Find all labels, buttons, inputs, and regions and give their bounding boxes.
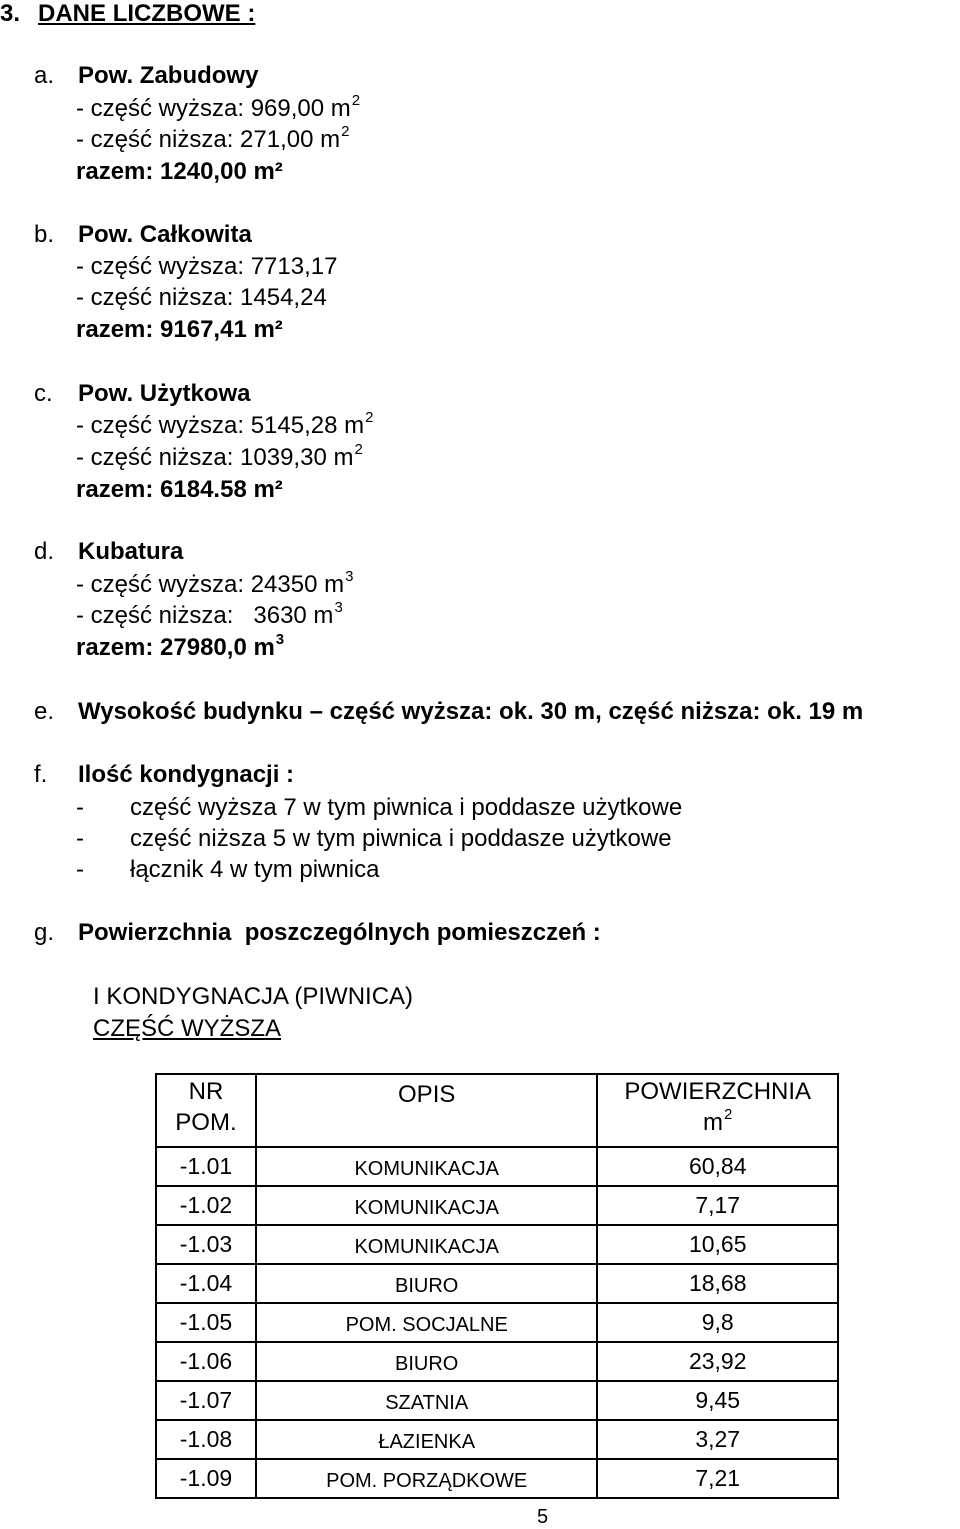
line-text: - część niższa: 271,00 m	[76, 126, 341, 153]
floor-subtitle: CZĘŚĆ WYŻSZA	[93, 1015, 282, 1042]
item-d-line2	[76, 599, 343, 629]
line-text: - część wyższa: 969,00 m	[76, 95, 351, 122]
superscript: 3	[345, 568, 354, 585]
item-a-line2	[76, 123, 350, 153]
room-number-cell: -1.03	[156, 1225, 256, 1264]
table-row	[156, 1303, 838, 1342]
table-row	[156, 1459, 838, 1498]
room-number-cell: -1.04	[156, 1264, 256, 1303]
item-a-title	[34, 64, 258, 88]
item-a-total: razem: 1240,00 m²	[76, 158, 283, 185]
item-c-line2	[76, 441, 363, 471]
table-row	[156, 1342, 838, 1381]
item-label: d.	[34, 538, 55, 565]
room-area-cell: 7,21	[597, 1459, 838, 1498]
header-nr-line2: POM.	[175, 1109, 237, 1136]
superscript: 3	[275, 631, 285, 648]
room-area-cell: 60,84	[597, 1147, 838, 1186]
item-d-line1	[76, 568, 354, 598]
header-nr	[156, 1074, 256, 1147]
item-c-title	[34, 382, 250, 406]
superscript: 2	[724, 1106, 733, 1123]
list-dash: -	[76, 794, 84, 821]
room-number-cell: -1.08	[156, 1420, 256, 1459]
room-number-cell: -1.01	[156, 1147, 256, 1186]
list-item	[76, 796, 682, 820]
superscript: 2	[351, 92, 361, 109]
line-text: - część wyższa: 24350 m	[76, 571, 345, 598]
table-header-row	[156, 1074, 838, 1147]
table-row	[156, 1420, 838, 1459]
item-title: Kubatura	[78, 538, 184, 565]
rooms-table	[155, 1073, 839, 1499]
superscript: 3	[334, 599, 343, 616]
room-description-cell: POM. SOCJALNE	[256, 1303, 597, 1342]
room-area-cell: 9,45	[597, 1381, 838, 1420]
item-b-total: razem: 9167,41 m²	[76, 316, 283, 343]
table-row	[156, 1186, 838, 1225]
room-description-cell: KOMUNIKACJA	[256, 1225, 597, 1264]
room-description-cell: KOMUNIKACJA	[256, 1186, 597, 1225]
room-number-cell: -1.09	[156, 1459, 256, 1498]
header-area-unit: m	[703, 1109, 724, 1136]
item-label: e.	[34, 698, 55, 725]
item-b-line2: - część niższa: 1454,24	[76, 284, 327, 311]
superscript: 2	[354, 441, 363, 458]
list-item	[76, 858, 379, 882]
line-text: - część wyższa: 5145,28 m	[76, 412, 365, 439]
room-number-cell: -1.06	[156, 1342, 256, 1381]
item-e	[34, 700, 863, 724]
section-title: DANE LICZBOWE :	[38, 0, 256, 27]
list-item	[76, 827, 672, 851]
floor-title: I KONDYGNACJA (PIWNICA)	[93, 983, 414, 1010]
superscript: 2	[365, 409, 374, 426]
header-nr-line1: NR	[188, 1078, 224, 1105]
superscript: 2	[341, 123, 350, 140]
room-description-cell: ŁAZIENKA	[256, 1420, 597, 1459]
item-label: b.	[34, 221, 55, 248]
item-b-line1: - część wyższa: 7713,17	[76, 253, 338, 280]
item-title: Pow. Zabudowy	[78, 62, 259, 89]
item-title: Powierzchnia poszczególnych pomieszczeń :	[78, 919, 601, 946]
item-a-line1	[76, 92, 361, 122]
room-area-cell: 3,27	[597, 1420, 838, 1459]
item-label: f.	[34, 761, 48, 788]
room-description-cell: BIURO	[256, 1264, 597, 1303]
room-area-cell: 18,68	[597, 1264, 838, 1303]
table-row	[156, 1225, 838, 1264]
list-item-text: część niższa 5 w tym piwnica i poddasze użytkowe	[130, 825, 672, 852]
item-f-title	[34, 763, 294, 787]
section-heading	[0, 2, 255, 26]
header-desc	[256, 1074, 597, 1147]
room-description-cell: SZATNIA	[256, 1381, 597, 1420]
list-dash: -	[76, 856, 84, 883]
line-text: razem: 27980,0 m	[76, 634, 275, 661]
room-area-cell: 9,8	[597, 1303, 838, 1342]
header-area	[597, 1074, 838, 1147]
header-area-line1: POWIERZCHNIA	[624, 1078, 812, 1105]
item-label: c.	[34, 380, 53, 407]
item-title: Pow. Całkowita	[78, 221, 252, 248]
item-title: Ilość kondygnacji :	[78, 761, 295, 788]
item-d-title	[34, 540, 183, 564]
room-area-cell: 23,92	[597, 1342, 838, 1381]
list-item-text: część wyższa 7 w tym piwnica i poddasze użytkowe	[130, 794, 683, 821]
item-c-line1	[76, 409, 374, 439]
room-description-cell: KOMUNIKACJA	[256, 1147, 597, 1186]
room-number-cell: -1.07	[156, 1381, 256, 1420]
list-dash: -	[76, 825, 84, 852]
item-title: Pow. Użytkowa	[78, 380, 251, 407]
item-label: g.	[34, 919, 55, 946]
item-label: a.	[34, 62, 55, 89]
room-area-cell: 7,17	[597, 1186, 838, 1225]
room-area-cell: 10,65	[597, 1225, 838, 1264]
item-d-total	[76, 631, 285, 661]
section-number: 3.	[0, 0, 21, 27]
line-text: - część niższa: 3630 m	[76, 602, 334, 629]
item-b-title	[34, 223, 252, 247]
table-row	[156, 1264, 838, 1303]
room-description-cell: BIURO	[256, 1342, 597, 1381]
room-description-cell: POM. PORZĄDKOWE	[256, 1459, 597, 1498]
table-row	[156, 1381, 838, 1420]
header-desc-text: OPIS	[398, 1081, 456, 1108]
item-g-title	[34, 921, 601, 945]
table-row	[156, 1147, 838, 1186]
header-area-line2	[598, 1106, 837, 1136]
room-number-cell: -1.05	[156, 1303, 256, 1342]
line-text: - część niższa: 1039,30 m	[76, 444, 354, 471]
room-number-cell: -1.02	[156, 1186, 256, 1225]
item-title: Wysokość budynku – część wyższa: ok. 30 m, część niższa: ok. 19 m	[78, 698, 864, 725]
list-item-text: łącznik 4 w tym piwnica	[130, 856, 380, 883]
item-c-total: razem: 6184.58 m²	[76, 476, 283, 503]
page-number: 5	[537, 1506, 549, 1528]
